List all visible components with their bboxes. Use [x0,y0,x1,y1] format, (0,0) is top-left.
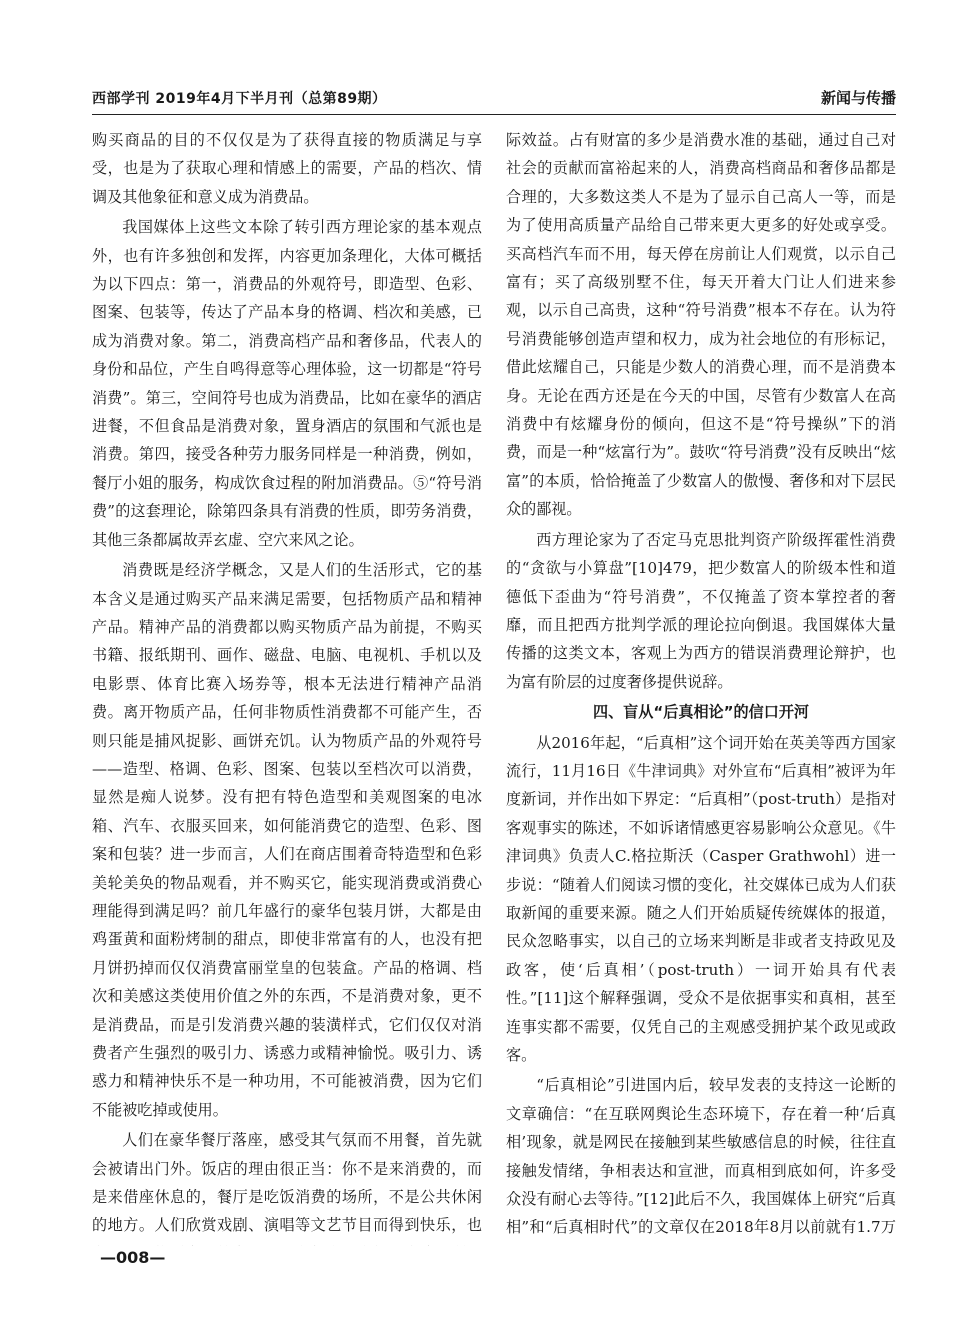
paragraph: 购买商品的目的不仅仅是为了获得直接的物质满足与享受，也是为了获取心理和情感上的需要，产品的档次、情调及其他象征和意义成为消费品。 [92,131,482,206]
running-header [92,84,896,115]
paragraph: 西方理论家为了否定马克思批判资产阶级挥霍性消费的“贪欲与小算盘”[10]479，把少数富人的阶级本性和道德低下歪曲为“符号消费”，不仅掩盖了资本掌控者的奢靡，而且把西方批判学派的理论拉向倒退。我国媒体大量传播的这类文本，客观上为西方的错误消费理论辩护，也为富有阶层的过度奢侈提供说辞。 [506,530,896,691]
paragraph: 际效益。占有财富的多少是消费水准的基础，通过自己对社会的贡献而富裕起来的人，消费高档商品和奢侈品都是合理的，大多数这类人不是为了显示自己高人一等，而是为了使用高质量产品给自己带来更大更多的好处或享受。买高档汽车而不用，每天停在房前让人们观赏，以示自己富有；买了高级别墅不住，每天开着大门让人们进来参观，以示自己高贵，这种“符号消费”根本不存在。认为符号消费能够创造声望和权力，成为社会地位的有形标记，借此炫耀自己，只能是少数人的消费心理，而不是消费本身。无论在西方还是在今天的中国，尽管有少数富人在高消费中有炫耀身份的倾向，但这不是“符号操纵”下的消费，而是一种“炫富行为”。鼓吹“符号消费”没有反映出“炫富”的本质，恰恰掩盖了少数富人的傲慢、奢侈和对下层民众的鄙视。 [506,131,896,519]
article-body [92,126,896,1246]
paragraph: 从2016年起，“后真相”这个词开始在英美等西方国家流行，11月16日《牛津词典》对外宣布“后真相”被评为年度新词，并作出如下界定：“后真相”（post-truth）是指对客观事实的陈述，不如诉诸情感更容易影响公众意见。《牛津词典》负责人C.格拉斯沃（Casper Grathwohl）进一步说：“随着人们阅读习惯的变化，社交媒体已成为人们获取新闻的重要来源。随之人们开始质疑传统媒体的报道，民众忽略事实，以自己的立场来判断是非或者支持政见及政客，使‘后真相’（post-truth）一词开始具有代表性。”[11]这个解释强调，受众不是依据事实和真相，甚至连事实都不需要，仅凭自己的主观感受拥护某个政见或政客。 [506,733,896,1064]
journal-title: 西部学刊 2019年4月下半月刊（总第89期） [92,91,387,107]
section-heading: 四、盲从“后真相论”的信口开河 [592,703,810,722]
right-column [506,126,896,1246]
page-number: —008— [100,1248,166,1267]
left-column [92,126,482,1246]
section-label: 新闻与传播 [820,89,896,107]
paragraph: “后真相论”引进国内后，较早发表的支持这一论断的文章确信：“在互联网舆论生态环境下，存在着一种‘后真相’现象，就是网民在接触到某些敏感信息的时候，往往直接触发情绪，争相表达和宣泄，而真相到底如何，许多受众没有耐心去等待。”[12]此后不久，我国媒体上研究“后真相”和“后真相时代”的文章仅在2018年8月以前就有1.7万 [506,1076,896,1237]
paragraph: 人们在豪华餐厅落座，感受其气氛而不用餐，首先就会被请出门外。饭店的理由很正当：你不是来消费的，而是来借座休息的，餐厅是吃饭消费的场所，不是公共休闲的地方。人们欣赏戏剧、演唱等文艺节目而得到快乐，也 [92,1131,482,1235]
paragraph: 消费既是经济学概念，又是人们的生活形式，它的基本含义是通过购买产品来满足需要，包括物质产品和精神产品。精神产品的消费都以购买物质产品为前提，不购买书籍、报纸期刊、画作、磁盘、电脑、电视机、手机以及电影票、体育比赛入场券等，根本无法进行精神产品消费。离开物质产品，任何非物质性消费都不可能产生，否则只能是捕风捉影、画饼充饥。认为物质产品的外观符号——造型、格调、色彩、图案、包装以至档次可以消费，显然是痴人说梦。没有把有特色造型和美观图案的电冰箱、汽车、衣服买回来，如何能消费它的造型、色彩、图案和包装？进一步而言，人们在商店围着奇特造型和色彩美轮美奂的物品观看，并不购买它，能实现消费或消费心理能得到满足吗？前几年盛行的豪华包装月饼，大都是由鸡蛋黄和面粉烤制的甜点，即使非常富有的人，也没有把月饼扔掉而仅仅消费富丽堂皇的包装盒。产品的格调、档次和美感这类使用价值之外的东西，不是消费对象，更不是消费品，而是引发消费兴趣的装潢样式，它们仅仅对消费者产生强烈的吸引力、诱惑力或精神愉悦。吸引力、诱惑力和精神快乐不是一种功用，不可能被消费，因为它们不能被吃掉或使用。 [92,561,482,1119]
paragraph: 我国媒体上这些文本除了转引西方理论家的基本观点外，也有许多独创和发挥，内容更加条理化，大体可概括为以下四点：第一，消费品的外观符号，即造型、色彩、图案、包装等，传达了产品本身的格调、档次和美感，已成为消费对象。第二，消费高档产品和奢侈品，代表人的身份和品位，产生自鸣得意等心理体验，这一切都是“符号消费”。第三，空间符号也成为消费品，比如在豪华的酒店进餐，不但食品是消费对象，置身酒店的氛围和气派也是消费。第四，接受各种劳力服务同样是一种消费，例如，餐厅小姐的服务，构成饮食过程的附加消费品。⑤“符号消费”的这套理论，除第四条具有消费的性质，即劳务消费，其他三条都属故弄玄虚、空穴来风之论。 [92,218,482,549]
